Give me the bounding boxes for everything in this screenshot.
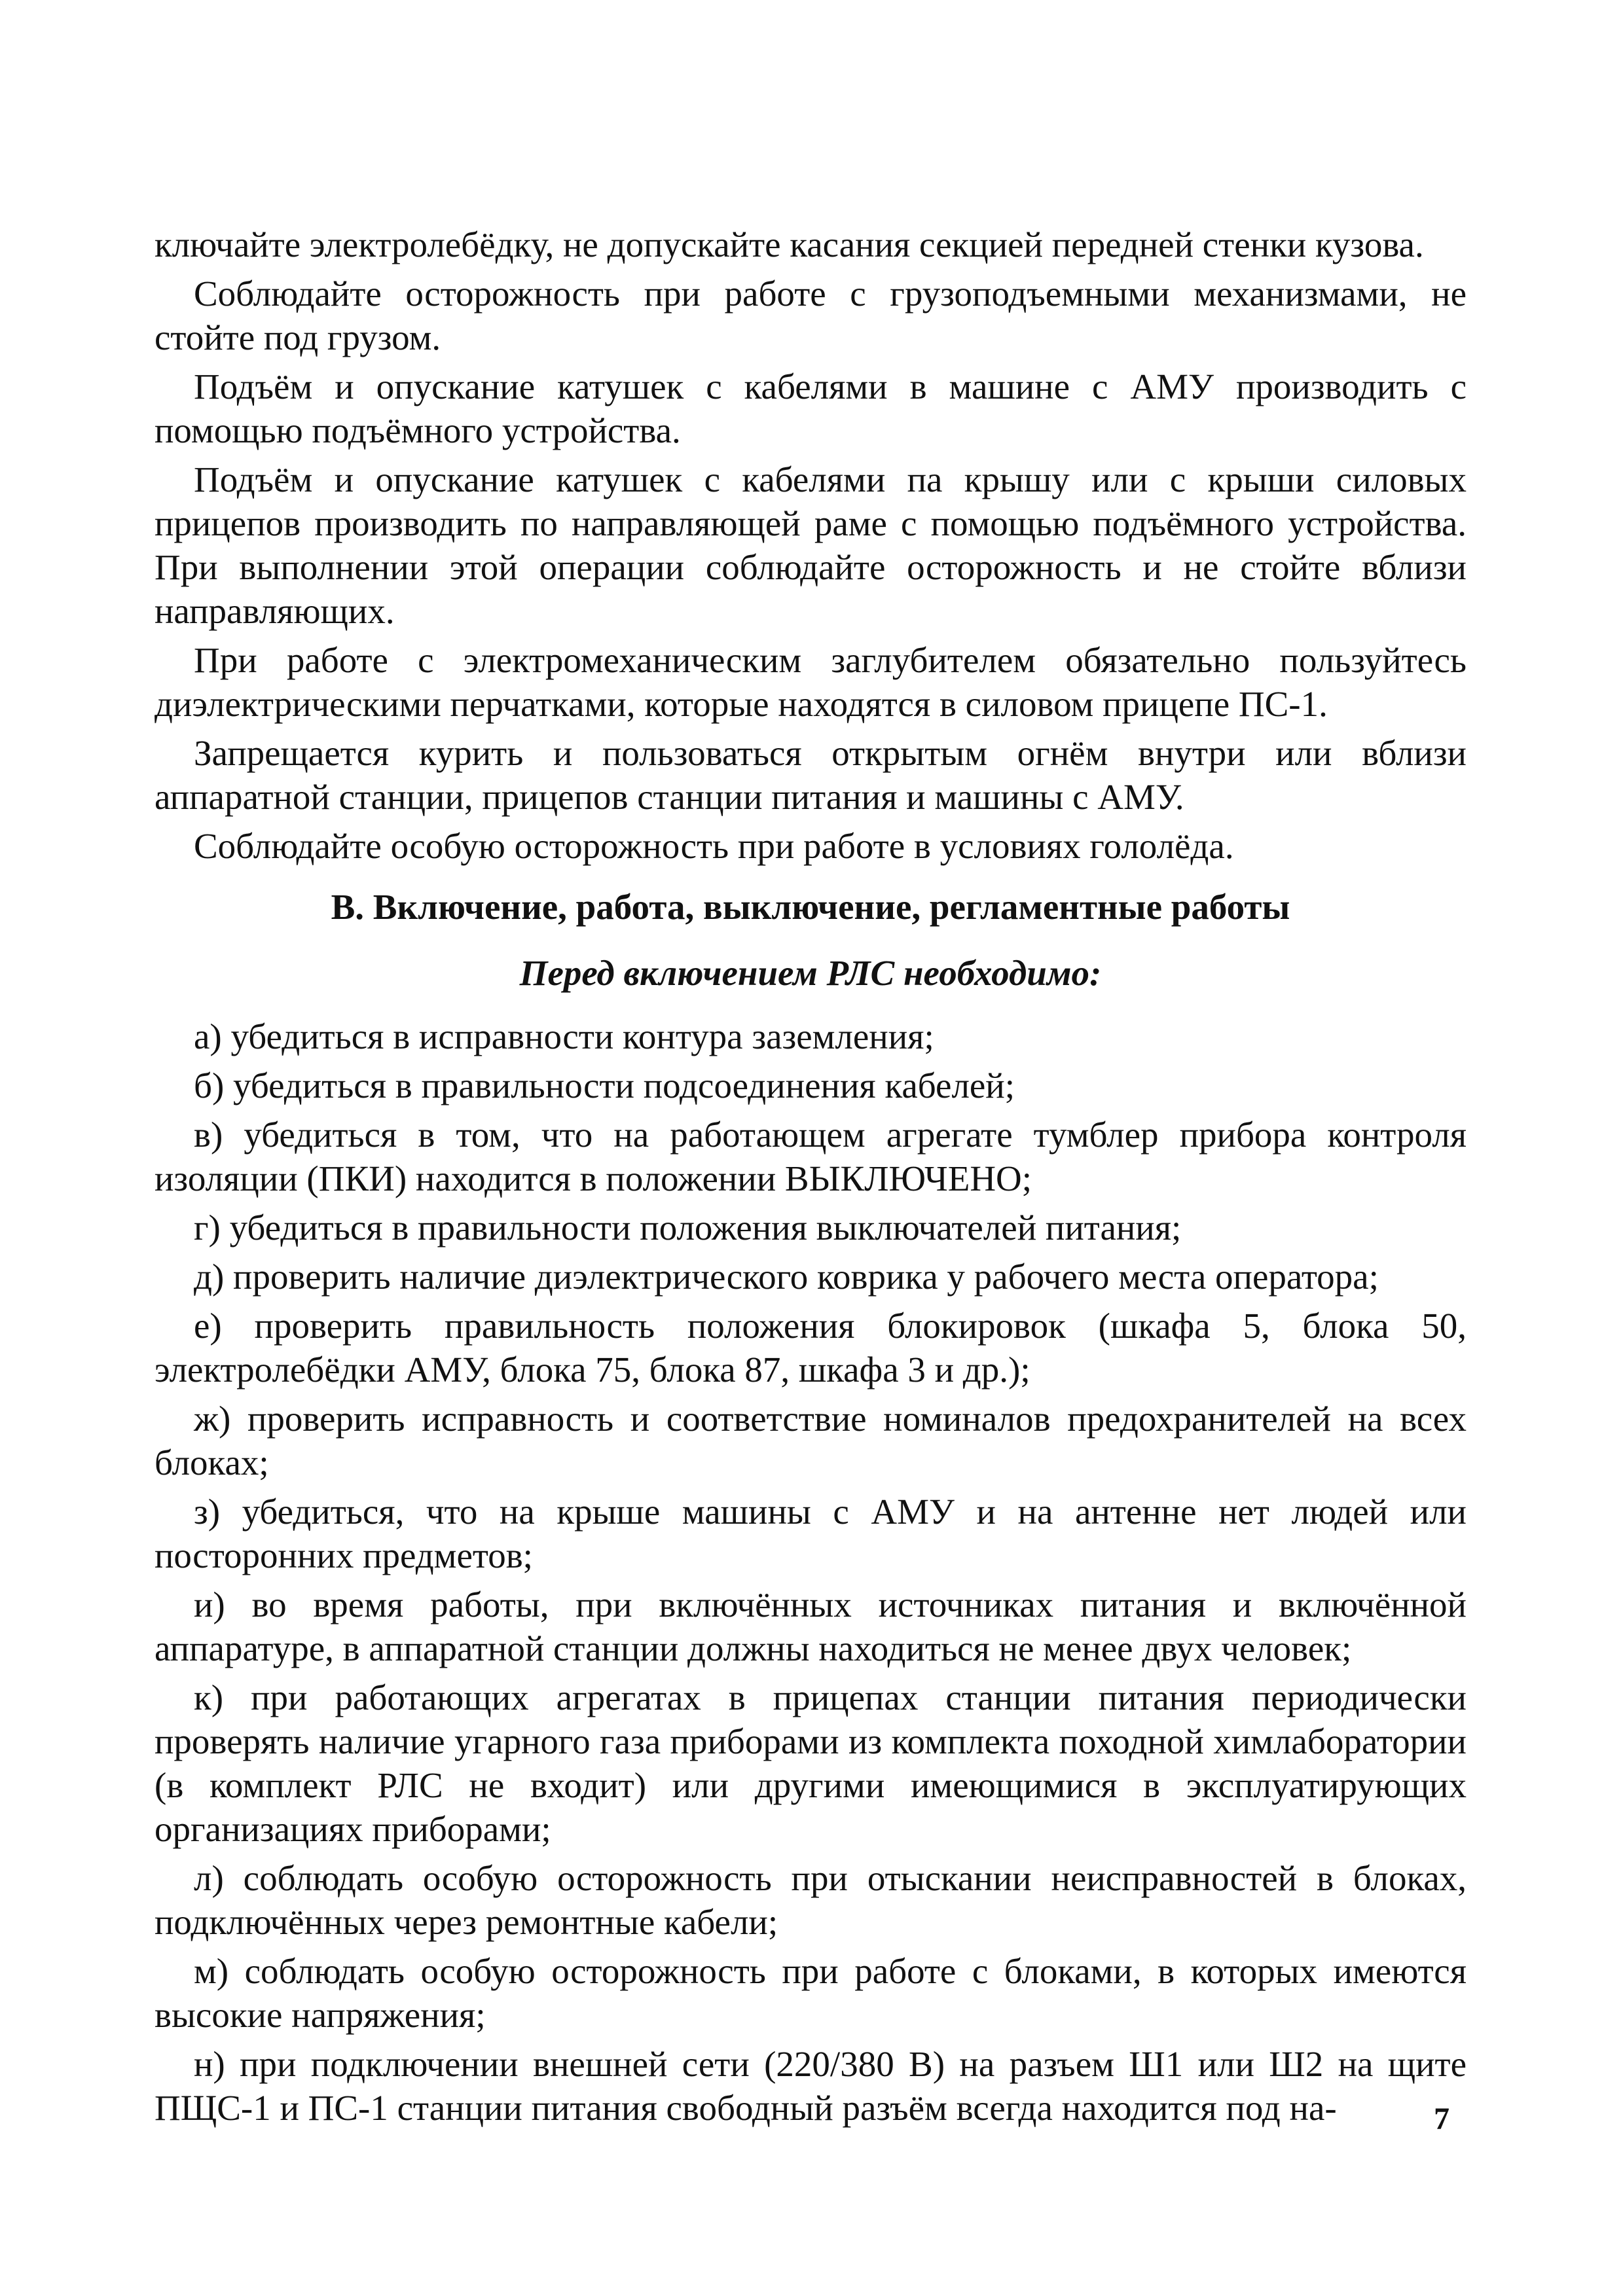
list-item: з) убедиться, что на крыше машины с АМУ и на антенне нет людей или посторонних предметов;	[155, 1492, 1467, 1575]
paragraph: Соблюдайте осторожность при работе с грузоподъемными механизмами, не стойте под грузом.	[155, 274, 1467, 357]
subheading: Перед включением РЛС необходимо:	[519, 953, 1102, 993]
list-item: д) проверить наличие диэлектрического коврика у рабочего места оператора;	[194, 1257, 1379, 1297]
paragraph: Подъём и опускание катушек с кабелями в машине с АМУ производить с помощью подъёмного устройства.	[155, 367, 1467, 450]
list-item: а) убедиться в исправности контура заземления;	[194, 1016, 934, 1056]
list-item: л) соблюдать особую осторожность при отыскании неисправностей в блоках, подключённых через ремонтные кабели;	[155, 1858, 1467, 1942]
list-item: к) при работающих агрегатах в прицепах станции питания периодически проверять наличие угарного газа приборами из комплекта походной химлаборатории (в комплект РЛС не входит) или другими имеющимися в эксплуатирующих организациях приборами;	[155, 1677, 1467, 1849]
paragraph: Подъём и опускание катушек с кабелями па крышу или с крыши силовых прицепов производить по направляющей раме с помощью подъёмного устройства. При выполнении этой операции соблюдайте осторожность и не стойте вблизи направляющих.	[155, 459, 1467, 631]
list-item: м) соблюдать особую осторожность при работе с блоками, в которых имеются высокие напряжения;	[155, 1951, 1467, 2035]
page-number: 7	[1434, 2102, 1450, 2136]
section-heading: В. Включение, работа, выключение, регламентные работы	[331, 887, 1290, 927]
list-item: б) убедиться в правильности подсоединения кабелей;	[194, 1066, 1015, 1105]
paragraph: Запрещается курить и пользоваться открытым огнём внутри или вблизи аппаратной станции, прицепов станции питания и машины с АМУ.	[155, 733, 1467, 817]
list-item: ж) проверить исправность и соответствие номиналов предохранителей на всех блоках;	[155, 1399, 1467, 1482]
list-item: в) убедиться в том, что на работающем агрегате тумблер прибора контроля изоляции (ПКИ) находится в положении ВЫКЛЮЧЕНО;	[155, 1115, 1467, 1198]
paragraph: ключайте электролебёдку, не допускайте касания секцией передней стенки кузова.	[155, 224, 1424, 264]
page-body	[155, 223, 1467, 2135]
paragraph: При работе с электромеханическим заглубителем обязательно пользуйтесь диэлектрическими перчатками, которые находятся в силовом прицепе ПС-1.	[155, 640, 1467, 724]
paragraph: Соблюдайте особую осторожность при работе в условиях гололёда.	[194, 826, 1234, 866]
list-item: г) убедиться в правильности положения выключателей питания;	[194, 1208, 1182, 1247]
list-item: и) во время работы, при включённых источниках питания и включённой аппаратуре, в аппаратной станции должны находиться не менее двух человек;	[155, 1585, 1467, 1668]
list-item: н) при подключении внешней сети (220/380 В) на разъем Ш1 или Ш2 на щите ПЩС-1 и ПС-1 станции питания свободный разъём всегда находится под на-	[155, 2044, 1467, 2128]
list-item: е) проверить правильность положения блокировок (шкафа 5, блока 50, электролебёдки АМУ, блока 75, блока 87, шкафа 3 и др.);	[155, 1306, 1467, 1390]
